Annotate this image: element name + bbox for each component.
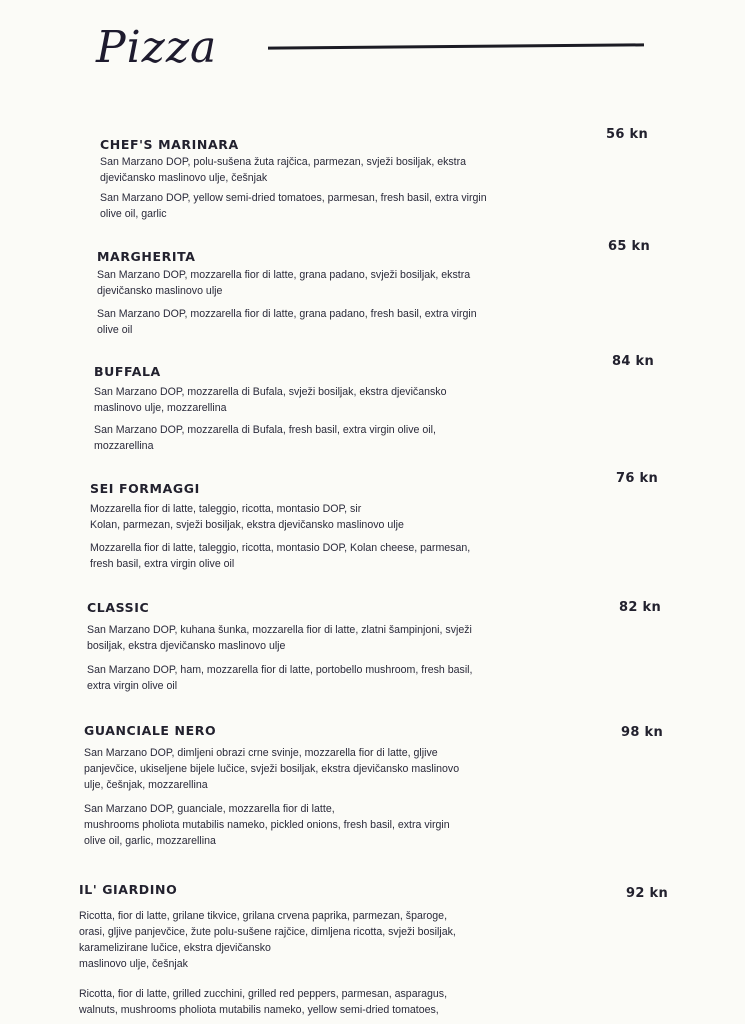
item-price: 76 kn: [616, 471, 659, 486]
item-price: 92 kn: [626, 886, 669, 901]
item-price: 56 kn: [606, 127, 649, 142]
item-name: GUANCIALE NERO: [84, 723, 217, 738]
item-name: BUFFALA: [94, 364, 161, 379]
item-price: 82 kn: [619, 600, 662, 615]
item-description-hr: Ricotta, fior di latte, grilane tikvice, grilana crvena paprika, parmezan, šparoge, orasi, gljive panjevčice, žute polu-sušene rajčice, dimljena ricotta, svježi bosiljak, karamelizirane lučice, ekstra djevičansko maslinovo ulje, češnjak: [79, 910, 456, 970]
item-price: 84 kn: [612, 354, 655, 369]
item-name: SEI FORMAGGI: [90, 481, 200, 496]
item-description-hr: San Marzano DOP, polu-sušena žuta rajčica, parmezan, svježi bosiljak, ekstra djevičansko maslinovo ulje, češnjak: [100, 156, 467, 184]
item-name: CHEF'S MARINARA: [100, 137, 239, 152]
item-description-hr: Mozzarella fior di latte, taleggio, ricotta, montasio DOP, sir Kolan, parmezan, svježi bosiljak, ekstra djevičansko maslinovo ulje: [90, 503, 404, 531]
item-name: CLASSIC: [87, 600, 150, 615]
item-description-en: San Marzano DOP, mozzarella fior di latte, grana padano, fresh basil, extra virgin olive oil: [97, 308, 477, 336]
item-description-hr: San Marzano DOP, mozzarella fior di latte, grana padano, svježi bosiljak, ekstra djevičansko maslinovo ulje: [97, 269, 471, 297]
item-description-en: Mozzarella fior di latte, taleggio, ricotta, montasio DOP, Kolan cheese, parmesan, fresh basil, extra virgin olive oil: [90, 542, 471, 570]
item-description-en: San Marzano DOP, ham, mozzarella fior di latte, portobello mushroom, fresh basil, extra virgin olive oil: [87, 664, 473, 692]
item-description-en: Ricotta, fior di latte, grilled zucchini, grilled red peppers, parmesan, asparagus, walnuts, mushrooms pholiota mutabilis nameko, yellow semi-dried tomatoes,: [79, 988, 448, 1016]
item-name: IL' GIARDINO: [79, 882, 178, 897]
menu-header: [96, 22, 656, 82]
item-price: 98 kn: [621, 725, 664, 740]
item-price: 65 kn: [608, 239, 651, 254]
item-name: MARGHERITA: [97, 249, 196, 264]
header-divider: [268, 43, 644, 49]
item-description-hr: San Marzano DOP, kuhana šunka, mozzarella fior di latte, zlatni šampinjoni, svježi bosiljak, ekstra djevičansko maslinovo ulje: [87, 624, 472, 652]
item-description-hr: San Marzano DOP, dimljeni obrazi crne svinje, mozzarella fior di latte, gljive panjevčice, ukiseljene bijele lučice, svježi bosiljak, ekstra djevičansko maslinovo ulje, češnjak, mozzarellina: [84, 747, 460, 791]
item-description-en: San Marzano DOP, yellow semi-dried tomatoes, parmesan, fresh basil, extra virgin olive oil, garlic: [100, 192, 487, 220]
item-description-hr: San Marzano DOP, mozzarella di Bufala, svježi bosiljak, ekstra djevičansko maslinovo ulje, mozzarellina: [94, 386, 447, 414]
item-description-en: San Marzano DOP, guanciale, mozzarella fior di latte, mushrooms pholiota mutabilis nameko, pickled onions, fresh basil, extra virgin olive oil, garlic, mozzarellina: [84, 803, 450, 847]
section-title: Pizza: [96, 22, 218, 73]
item-description-en: San Marzano DOP, mozzarella di Bufala, fresh basil, extra virgin olive oil, mozzarellina: [94, 424, 436, 452]
